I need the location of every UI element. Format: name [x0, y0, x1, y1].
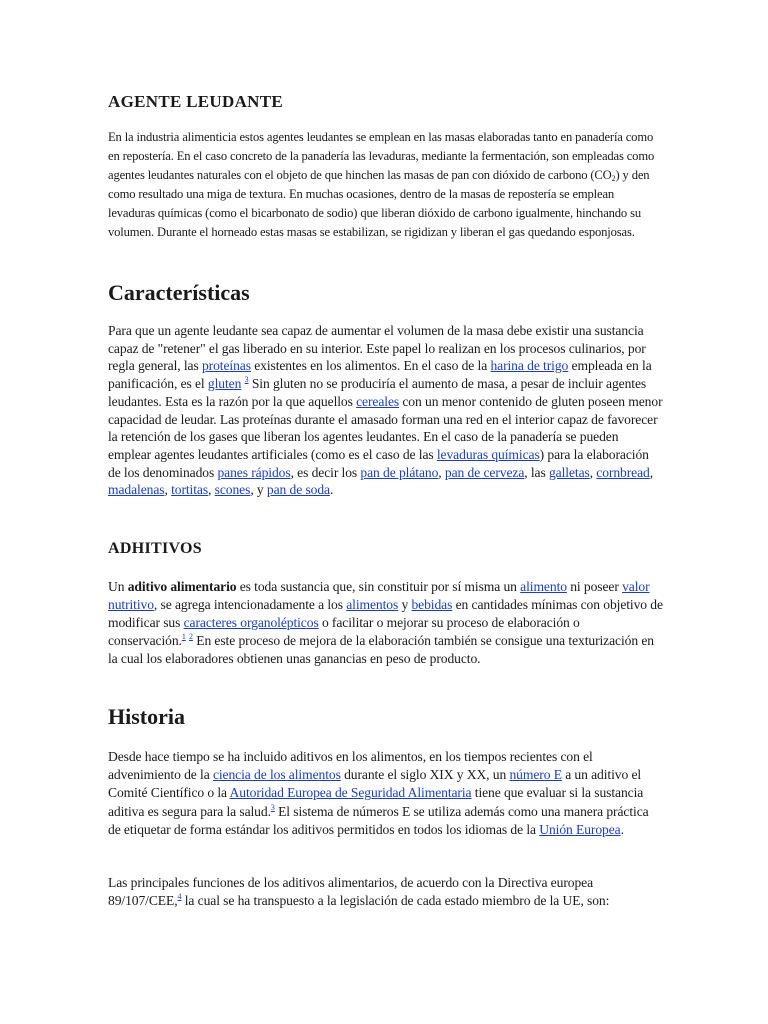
- text: , y: [250, 482, 267, 498]
- text: .: [329, 482, 334, 498]
- text: ,: [208, 482, 215, 498]
- text: empleada en la panificación, es el: [108, 358, 652, 392]
- subscript: 2: [611, 174, 616, 183]
- text: durante el siglo XIX y XX, un: [340, 767, 510, 783]
- text: , se agrega intencionadamente a los: [153, 597, 347, 612]
- text: Un: [108, 579, 128, 594]
- link-bebidas[interactable]: bebidas: [411, 597, 453, 612]
- text: tiene que evaluar si la sustancia aditiva es segura para la salud.: [108, 785, 644, 819]
- reference-link[interactable]: 1: [181, 632, 186, 641]
- text: Sin gluten no se produciría el aumento de masa, a pesar de incluir agentes leudantes. Esta es la razón por la que aquellos: [108, 376, 647, 409]
- text: En la industria alimenticia estos agentes leudantes se emplean en las masas elaboradas tanto en panadería como en repostería. En el caso concreto de la panadería las levaduras, mediante la fermentación, son empleadas como agentes leudantes naturales con el objeto de que hinchen las masas de pan con dióxido de carbono (CO: [108, 130, 655, 182]
- link-panes-rapidos[interactable]: panes rápidos: [217, 464, 291, 480]
- text: o facilitar o mejorar su proceso de elaboración o conservación.: [108, 615, 580, 648]
- text: ) y den como resultado una miga de textura. En muchas ocasiones, dentro de la masas de repostería se emplean levaduras químicas (como el bicarbonato de sodio) que liberan dióxido de carbono igualmente, hinchando su volumen. Durante el horneado estas masas se estabilizan, se rigidizan y liberan el gas quedando esponjosas.: [108, 168, 650, 239]
- text: En este proceso de mejora de la elaboración también se consigue una texturización en la cual los elaboradores obtienen unas ganancias en peso de producto.: [108, 633, 654, 666]
- reference-link[interactable]: 3: [244, 375, 249, 385]
- link-numero-e[interactable]: número E: [509, 767, 562, 783]
- text: ,: [649, 464, 654, 480]
- text: ) para la elaboración de los denominados: [108, 446, 649, 480]
- paragraph-historia: [108, 748, 663, 839]
- heading-agente-leudante: AGENTE LEUDANTE: [108, 92, 284, 111]
- heading-caracteristicas: Características: [108, 280, 250, 305]
- link-ciencia-de-los-alimentos[interactable]: ciencia de los alimentos: [212, 767, 341, 783]
- text: ni poseer: [566, 579, 623, 594]
- link-caracteres-organolepticos[interactable]: caracteres organolépticos: [183, 615, 319, 630]
- reference-link[interactable]: 4: [177, 892, 182, 902]
- link-pan-de-platano[interactable]: pan de plátano: [360, 464, 439, 480]
- link-alimento[interactable]: alimento: [520, 579, 567, 594]
- link-valor-nutritivo[interactable]: valor nutritivo: [108, 579, 650, 612]
- text: , es decir los: [290, 464, 361, 480]
- text: a un aditivo el Comité Científico o la: [108, 767, 642, 801]
- text: ,: [438, 464, 445, 480]
- text: Para que un agente leudante sea capaz de aumentar el volumen de la masa debe existir una sustancia capaz de "retener" el gas liberado en su interior. Este papel lo realizan en los procesos culinarios, por regla general, las: [108, 323, 646, 374]
- text: , las: [524, 464, 549, 480]
- link-cereales[interactable]: cereales: [356, 393, 400, 409]
- link-cornbread[interactable]: cornbread: [596, 464, 650, 480]
- text: .: [620, 821, 624, 837]
- heading-historia: Historia: [108, 704, 185, 729]
- link-levaduras-quimicas[interactable]: levaduras químicas: [436, 446, 540, 462]
- text: existentes en los alimentos. En el caso de la: [250, 358, 491, 374]
- link-madalenas[interactable]: madalenas: [108, 482, 165, 498]
- bold-term: aditivo alimentario: [127, 579, 237, 594]
- reference-link[interactable]: 2: [189, 632, 193, 641]
- paragraph-caracteristicas: [108, 322, 663, 499]
- text: El sistema de números E se utiliza además como una manera práctica de etiquetar de forma estándar los aditivos permitidos en todos los idiomas de la: [108, 803, 649, 837]
- text: ,: [589, 464, 597, 480]
- link-alimentos[interactable]: alimentos: [346, 597, 399, 612]
- link-autoridad-europea[interactable]: Autoridad Europea de Seguridad Alimentaria: [229, 785, 472, 801]
- link-tortitas[interactable]: tortitas: [171, 482, 209, 498]
- paragraph-funciones: [108, 874, 663, 910]
- paragraph-agente-leudante: [108, 128, 663, 242]
- link-scones[interactable]: scones: [214, 482, 251, 498]
- link-pan-de-cerveza[interactable]: pan de cerveza: [444, 464, 525, 480]
- link-union-europea[interactable]: Unión Europea: [539, 821, 621, 837]
- text: en cantidades mínimas con objetivo de modificar sus: [108, 597, 663, 630]
- text: Las principales funciones de los aditivos alimentarios, de acuerdo con la Directiva europea 89/107/CEE,: [108, 875, 594, 909]
- heading-adhitivos: ADHITIVOS: [108, 540, 202, 557]
- text: con un menor contenido de gluten poseen menor capacidad de leudar. Las proteínas durante el amasado forman una red en el interior capaz de favorecer la retención de los gases que liberan los agentes leudantes. En el caso de la panadería se pueden emplear agentes leudantes artificiales (como es el caso de las: [108, 393, 663, 462]
- text: ,: [164, 482, 172, 498]
- text: la cual se ha transpuesto a la legislación de cada estado miembro de la UE, son:: [181, 893, 610, 909]
- paragraph-adhitivos: [108, 578, 663, 668]
- link-proteinas[interactable]: proteínas: [201, 358, 251, 374]
- link-galletas[interactable]: galletas: [548, 464, 590, 480]
- text: Desde hace tiempo se ha incluido aditivos en los alimentos, en los tiempos recientes con el advenimiento de la: [108, 749, 593, 783]
- link-harina-de-trigo[interactable]: harina de trigo: [490, 358, 569, 374]
- link-pan-de-soda[interactable]: pan de soda: [266, 482, 330, 498]
- reference-link[interactable]: 3: [270, 802, 275, 812]
- text: es toda sustancia que, sin constituir por sí misma un: [236, 579, 521, 594]
- link-gluten[interactable]: gluten: [207, 376, 242, 392]
- text: y: [398, 597, 412, 612]
